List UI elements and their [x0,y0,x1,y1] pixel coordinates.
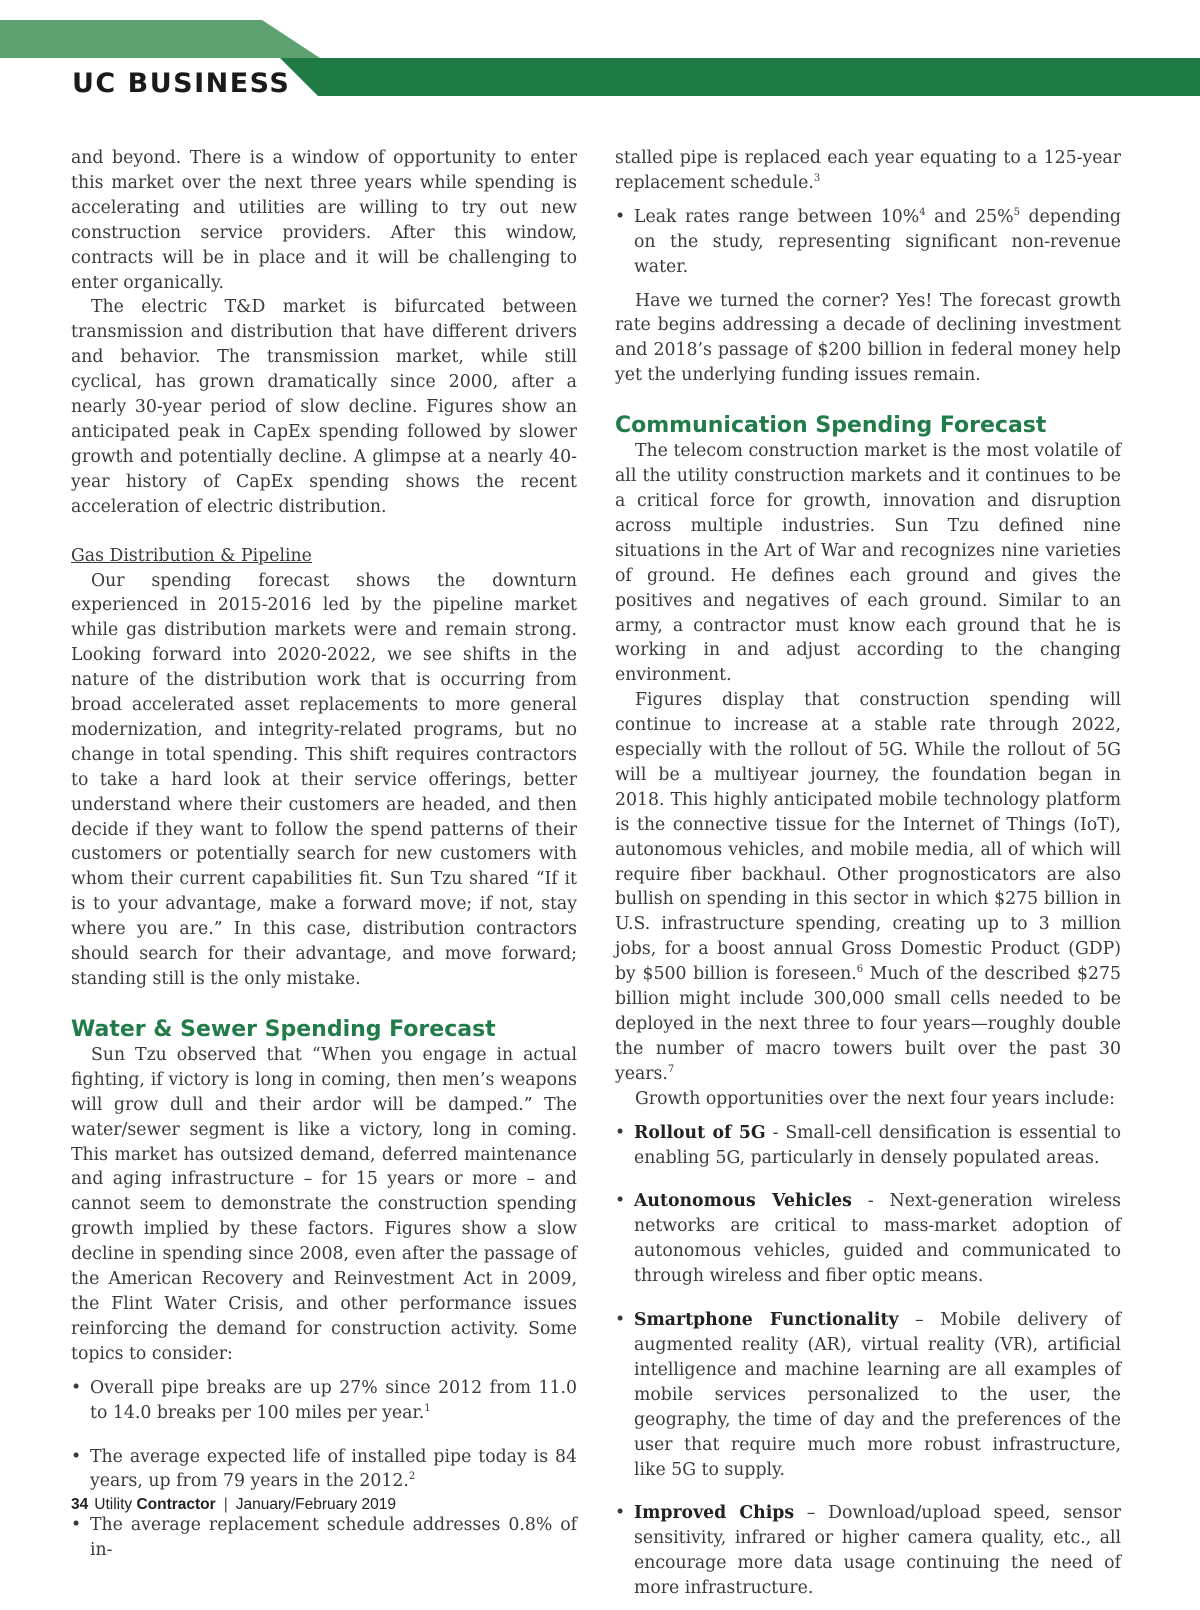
header-band-dark [280,58,1200,96]
footnote-ref: 1 [424,1402,431,1414]
list-item: • Leak rates range between 10%$^4$ and 25%$^5$ depending on the study, representing significant non-revenue water. [615,205,1121,280]
footnote-ref: 7 [667,1063,675,1075]
gas-distribution-subhead: Gas Distribution & Pipeline [71,545,312,566]
list-item: • The average replacement schedule addresses 0.8% of in- [71,1513,577,1563]
right-paragraph-5: Growth opportunities over the next four years include: [635,1088,1116,1109]
footnote-ref: 3 [813,172,821,184]
list-item: • Smartphone Functionality – Mobile delivery of augmented reality (AR), virtual reality (VR), artificial intelligence and machine learning are all examples of mobile services personalized to the user, the geography, the time of day and the preferences of the user that require much more robust infrastructure, like 5G to supply. [615,1308,1121,1482]
water-topics-list [71,1376,577,1563]
footnote-ref: 5 [1013,206,1020,218]
left-paragraph-2: The electric T&D market is bifurcated between transmission and distribution that have different drivers and behavior. The transmission market, while still cyclical, has grown dramatically since 2000, after a nearly 30-year period of slow decline. Figures show an anticipated peak in CapEx spending followed by slower growth and potentially decline. A glimpse at a nearly 40-year history of CapEx spending shows the recent acceleration of electric distribution. [71,297,577,517]
page-footer [71,1496,396,1514]
left-paragraph-1: and beyond. There is a window of opportunity to enter this market over the next three years while spending is accelerating and utilities are willing to try out new construction service providers. After this window, contracts will be in place and it will be challenging to enter organically. [71,148,577,293]
footnote-ref: 4 [919,206,926,218]
left-paragraph-4: Sun Tzu observed that “When you engage in actual fighting, if victory is long in coming, then men’s weapons will grow dull and their ardor will be damped.” The water/sewer segment is like a victory, long in coming. This market has outsized demand, deferred maintenance and aging infrastructure – for 15 years or more – and cannot seem to demonstrate the construction spending growth implied by these factors. Figures show a slow decline in spending since 2008, even after the passage of the American Recovery and Reinvestment Act in 2009, the Flint Water Crisis, and other performance issues reinforcing the demand for construction activity. Some topics to consider: [71,1044,577,1364]
communication-heading: Communication Spending Forecast [615,413,1047,439]
issue-date: January/February 2019 [235,1496,396,1513]
water-sewer-heading: Water & Sewer Spending Forecast [71,1016,496,1042]
leak-rate-list [615,205,1121,280]
left-paragraph-3: Our spending forecast shows the downturn experienced in 2015-2016 led by the pipeline market while gas distribution markets were and remain strong. Looking forward into 2020-2022, we see shifts in the nature of the distribution work that is occurring from broad accelerated asset replacements to more general modernization, and integrity-related programs, but no change in total spending. This shift requires contractors to take a hard look at their service offerings, better understand where their customers are headed, and then decide if they want to follow the spend patterns of their customers or potentially search for new customers with whom their current capabilities fit. Sun Tzu shared “If it is to your advantage, make a forward move; if not, stay where you are.” In this case, distribution contractors should search for their advantage, and move forward; standing still is the only mistake. [71,570,577,989]
list-item: • Overall pipe breaks are up 27% since 2012 from 11.0 to 14.0 breaks per 100 miles per year.$^1$ [71,1376,577,1426]
list-item: • The average expected life of installed pipe today is 84 years, up from 79 years in the 2012.$^2$ [71,1445,577,1495]
list-item: • Rollout of 5G - Small-cell densification is essential to enabling 5G, particularly in densely populated areas. [615,1121,1121,1171]
footnote-ref: 6 [856,964,864,976]
right-paragraph-2: Have we turned the corner? Yes! The forecast growth rate begins addressing a decade of declining investment and 2018’s passage of $200 billion in federal money help yet the underlying funding issues remain. [615,290,1121,386]
left-column [71,146,577,1572]
list-item: • Autonomous Vehicles - Next-generation wireless networks are critical to mass-market adoption of autonomous vehicles, guided and communicated to through wireless and fiber optic means. [615,1189,1121,1289]
section-label: UC BUSINESS [72,68,291,99]
right-paragraph-4: Figures display that construction spending will continue to increase at a stable rate through 2022, especially with the rollout of 5G. While the rollout of 5G will be a multiyear journey, the foundation began in 2018. This highly anticipated mobile technology platform is the connective tissue for the Internet of Things (IoT), autonomous vehicles, and mobile media, all of which will require fiber backhaul. Other prognosticators are also bullish on spending in this sector in which $275 billion in U.S. infrastructure spending, creating up to 3 million jobs, for a boost annual Gross Domestic Product (GDP) by $500 billion is foreseen.$^6$ Much of the described $275 billion might include 300,000 small cells needed to be deployed in the next three to four years—roughly double the number of macro towers built over the past 30 years.$^7$ [615,690,1121,1084]
header-band-light [0,20,320,58]
magazine-name: Utility Contractor [94,1496,216,1513]
right-paragraph-3: The telecom construction market is the most volatile of all the utility construction markets and it continues to be a critical force for growth, innovation and disruption across multiple industries. Sun Tzu defined nine situations in the Art of War and recognizes nine varieties of ground. He defines each ground and gives the positives and negatives of each ground. Similar to an army, a contractor must know each ground that he is working in and adjust according to the changing environment. [615,441,1121,686]
footer-separator: | [223,1496,228,1513]
list-item: • Improved Chips – Download/upload speed, sensor sensitivity, infrared or higher camera quality, etc., all encourage more data usage continuing the need of more infrastructure. [615,1501,1121,1601]
page-number: 34 [71,1496,89,1513]
footnote-ref: 2 [408,1471,416,1483]
growth-opportunities-list [615,1121,1121,1601]
right-column [615,146,1121,1610]
right-paragraph-1: stalled pipe is replaced each year equating to a 125-year replacement schedule.$^3$ [615,148,1121,193]
